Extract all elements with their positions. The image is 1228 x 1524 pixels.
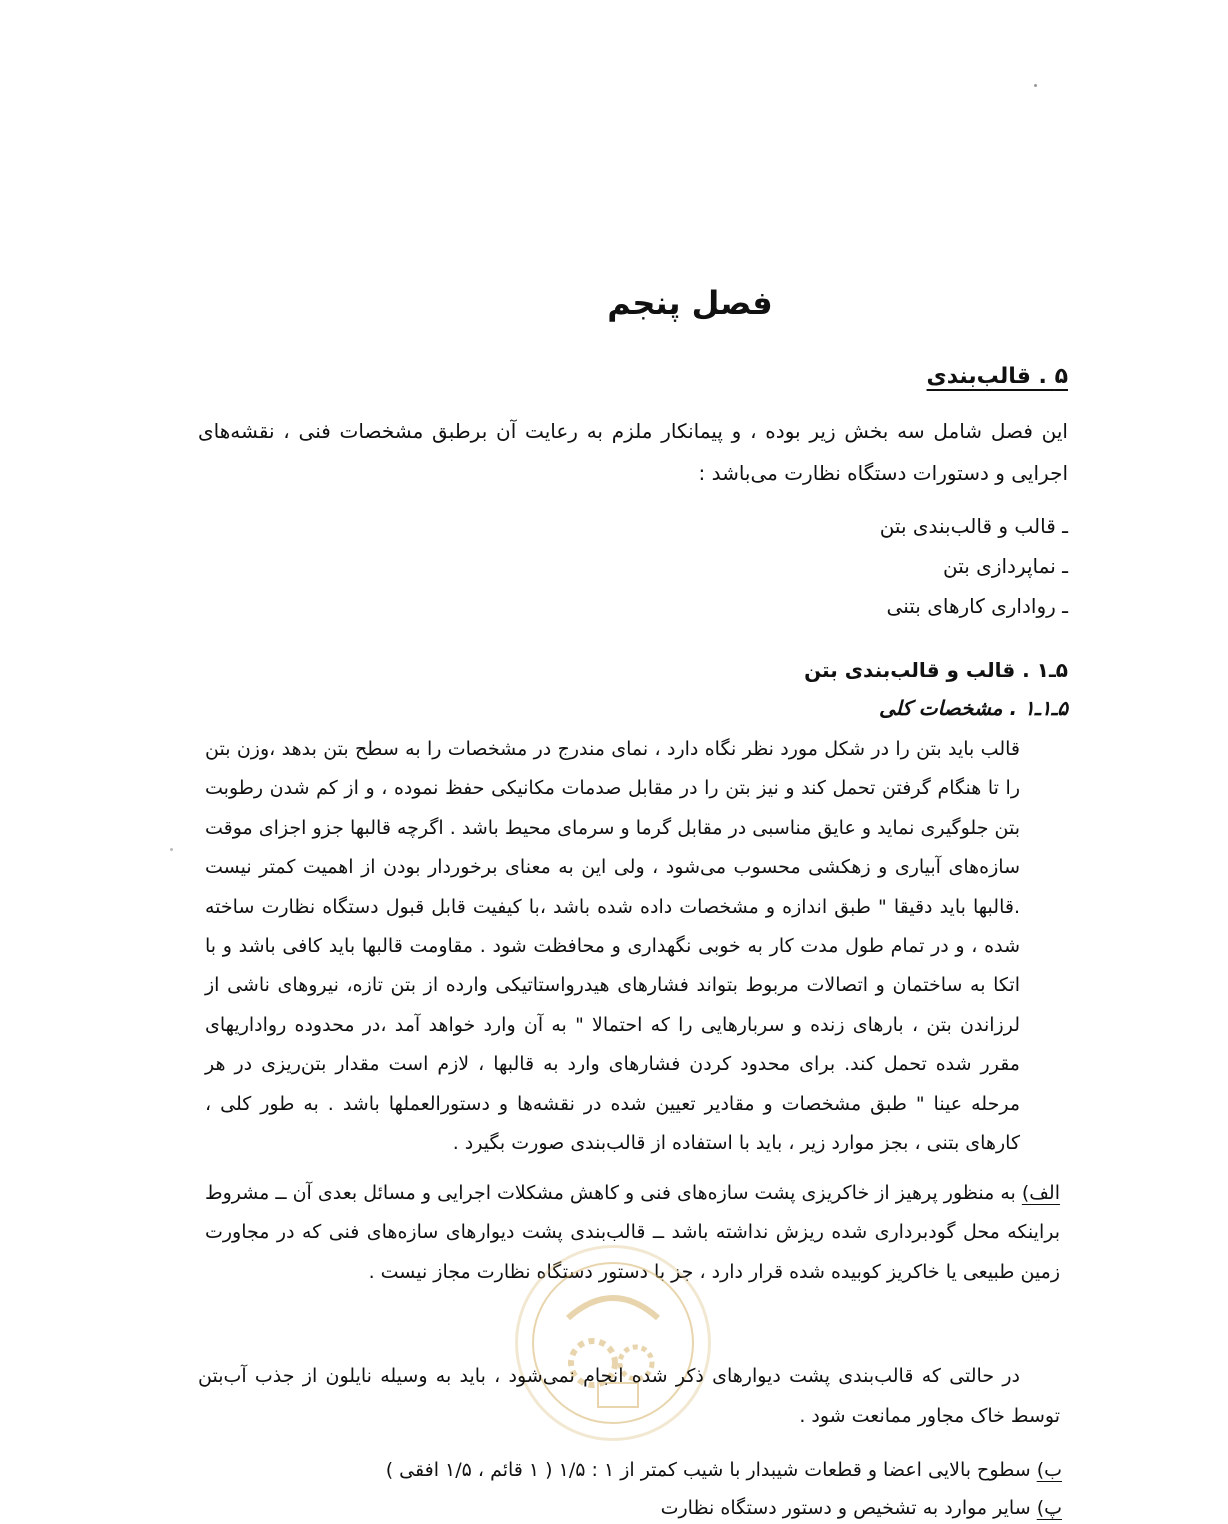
subsection-heading: ۵ـ۱ . قالب و قالب‌بندی بتن (804, 658, 1068, 682)
body-paragraph: قالب باید بتن را در شکل مورد نظر نگاه دارد ، نمای مندرج در مشخصات را به سطح بتن بدهد ،وزن بتن را تا هنگام گرفتن تحمل کند و نیز بتن را در مقابل صدمات مکانیکی حفظ نموده ، و از کم شدن رطوبت بتن جلوگیری نماید و عایق مناسبی در مقابل گرما و سرمای محیط باشد . اگرچه قالبها جزو اجزای موقت سازه‌های آبیاری و زهکشی محسوب می‌شود ، ولی این به معنای برخوردار بودن از اهمیت کمتر نیست .قالبها باید دقیقا " طبق اندازه و مشخصات داده شده باشد ،با کیفیت قابل قبول دستگاه نظارت ساخته شده ، و در تمام طول مدت کار به خوبی نگهداری و محافظت شود . مقاومت قالبها باید کافی باشد و با اتکا به ساختمان و اتصالات مربوط بتواند فشارهای هیدرواستاتیکی وارده از بتن تازه، نیروهای ناشی از لرزاندن بتن ، بارهای زنده و سربارهایی را که احتمالا " به آن وارد خواهد آمد ،در محدوده رواداریهای مقرر شده تحمل کند. برای محدود کردن فشارهای وارد به قالبها ، لازم است مقدار بتن‌ریزی در هر مرحله عینا " طبق مشخصات و مقادیر تعیین شده در نقشه‌ها و دستورالعملها باشد . به طور کلی ، کارهای بتنی ، بجز موارد زیر ، باید با استفاده از قالب‌بندی صورت بگیرد . (205, 738, 1020, 1155)
intro-paragraph: این فصل شامل سه بخش زیر بوده ، و پیمانکار ملزم به رعایت آن برطبق مشخصات فنی ، نقشه‌های اجرایی و دستورات دستگاه نظارت می‌باشد : (198, 419, 1068, 485)
section-heading: ۵ . قالب‌بندی (926, 364, 1068, 389)
section-list (568, 506, 1068, 626)
exception-item-p (661, 1490, 1062, 1524)
item-text: سطوح بالایی اعضا و قطعات شیبدار با شیب کمتر از ۱ : ۱/۵ ( ۱ قائم ، ۱/۵ افقی ) (385, 1459, 1037, 1481)
exception-item-b (386, 1452, 1062, 1488)
exception-item-alef (205, 1174, 1060, 1292)
chapter-title: فصل پنجم (607, 284, 773, 322)
list-item: ـ قالب و قالب‌بندی بتن (879, 514, 1068, 538)
scan-speck (1034, 84, 1037, 87)
item-marker: پ) (1036, 1497, 1062, 1519)
item-text: به منظور پرهیز از خاکریزی پشت سازه‌های فنی و کاهش مشکلات اجرایی و مسائل بعدی آن ــ مشروط براینکه محل گودبرداری شده ریزش نداشته باشد ــ قالب‌بندی پشت دیوارهای سازه‌های فنی که در مجاورت زمین طبیعی یا خاکریز کوبیده شده قرار دارد ، جز با دستور دستگاه نظارت مجاز نیست . (205, 1182, 1060, 1283)
body-paragraph: در حالتی که قالب‌بندی پشت دیوارهای ذکر شده انجام نمی‌شود ، باید به وسیله نایلون از جذب آب‌بتن توسط خاک مجاور ممانعت شود . (198, 1365, 1060, 1427)
item-marker: الف) (1021, 1182, 1060, 1204)
item-text: سایر موارد به تشخیص و دستور دستگاه نظارت (660, 1497, 1037, 1519)
scan-speck (170, 848, 173, 851)
item-marker: ب) (1036, 1459, 1062, 1481)
list-item: ـ رواداری کارهای بتنی (886, 594, 1068, 618)
subsubsection-heading: ۵ـ۱ـ۱ . مشخصات کلی (879, 696, 1068, 720)
list-item: ـ نماپردازی بتن (943, 554, 1068, 578)
